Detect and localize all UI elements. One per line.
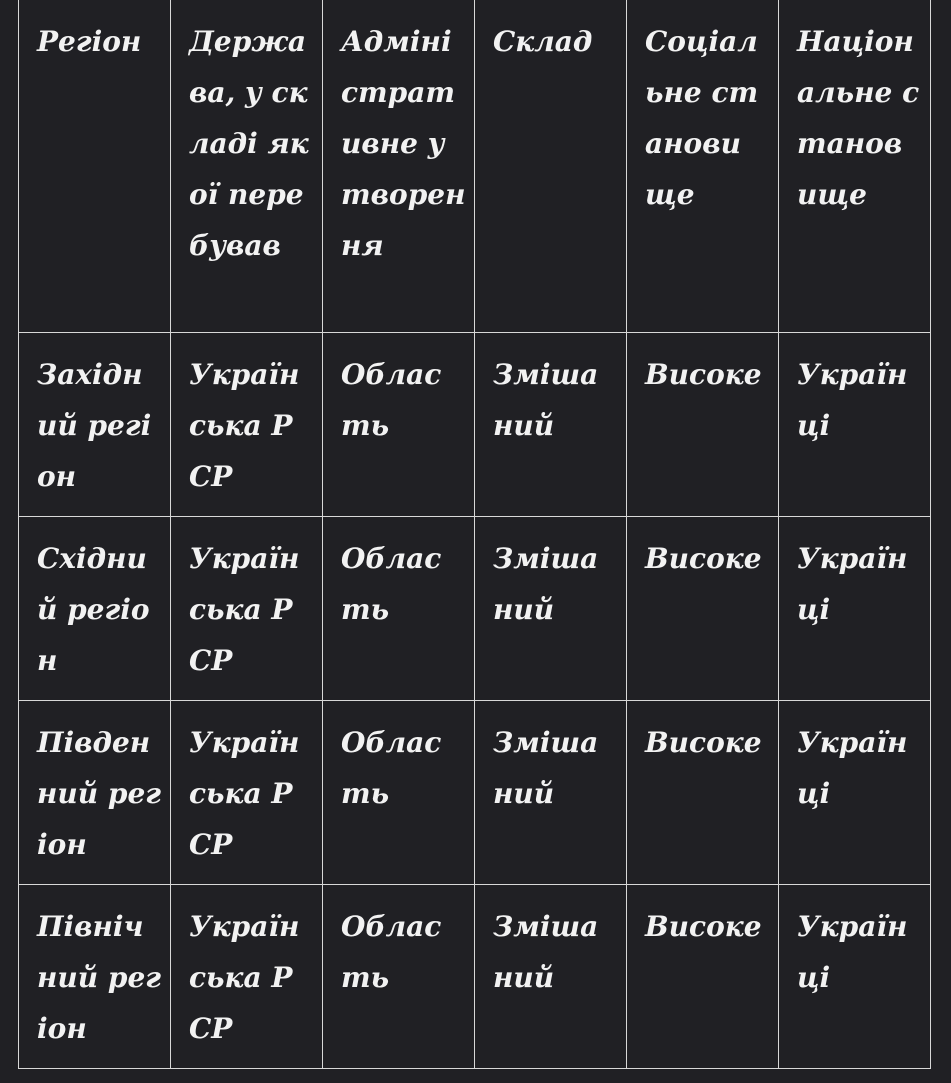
header-cell-state: Держава, у складі якої перебував [171,0,323,333]
table-cell: Українці [779,701,931,885]
table-cell: Південний регіон [19,701,171,885]
table-cell: Область [323,885,475,1069]
table-cell: Північний регіон [19,885,171,1069]
table-cell: Українська РСР [171,885,323,1069]
table-cell: Західний регіон [19,333,171,517]
table-cell: Область [323,701,475,885]
table-cell: Українська РСР [171,333,323,517]
table-cell: Високе [627,333,779,517]
table-cell: Область [323,333,475,517]
table-cell: Область [323,517,475,701]
table-container [18,0,931,1069]
table-cell: Змішаний [475,701,627,885]
table-cell: Українці [779,517,931,701]
header-cell-region: Регіон [19,0,171,333]
table-row [19,517,931,701]
table-cell: Змішаний [475,333,627,517]
table-cell: Високе [627,517,779,701]
table-row [19,701,931,885]
table-cell: Високе [627,885,779,1069]
table-cell: Змішаний [475,517,627,701]
table-cell: Східний регіон [19,517,171,701]
header-cell-admin-unit: Адміністративне утворення [323,0,475,333]
header-row [19,0,931,333]
regions-table [18,0,931,1069]
table-row [19,885,931,1069]
header-cell-social-status: Соціальне становище [627,0,779,333]
table-cell: Українська РСР [171,701,323,885]
header-cell-national-status: Національне становище [779,0,931,333]
header-cell-composition: Склад [475,0,627,333]
table-header [19,0,931,333]
table-row [19,333,931,517]
table-body [19,333,931,1069]
table-cell: Українці [779,333,931,517]
table-cell: Українська РСР [171,517,323,701]
table-cell: Українці [779,885,931,1069]
table-cell: Змішаний [475,885,627,1069]
table-cell: Високе [627,701,779,885]
